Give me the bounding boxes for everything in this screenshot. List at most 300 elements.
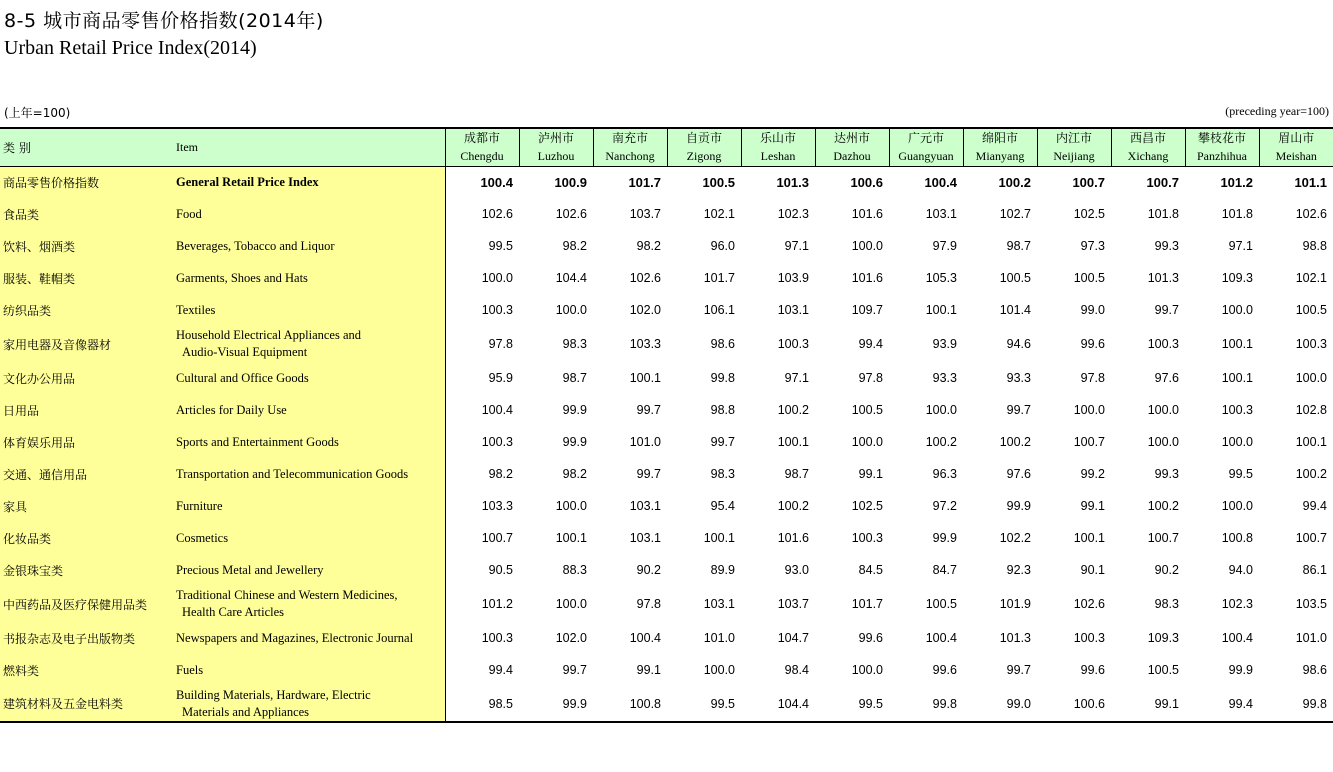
- index-value-cell: 99.6: [932, 663, 957, 677]
- index-value-cell: 96.3: [932, 467, 957, 481]
- index-value-cell: 101.3: [776, 174, 809, 190]
- index-value-cell: 100.3: [777, 337, 809, 351]
- index-value-cell: 99.5: [667, 686, 741, 722]
- city-name-en: Luzhou: [537, 149, 575, 164]
- index-value-cell: 102.6: [555, 207, 587, 221]
- row-item-en: [172, 262, 445, 294]
- index-value-cell: 99.5: [1228, 467, 1253, 481]
- index-value-cell: 94.0: [1228, 563, 1253, 577]
- table-row: [0, 554, 1333, 586]
- index-value-cell: 99.9: [1228, 663, 1253, 677]
- index-value-cell: 109.3: [1221, 271, 1253, 285]
- index-value-cell: 102.6: [481, 207, 513, 221]
- row-category-cn: 商品零售价格指数: [0, 166, 172, 198]
- index-value-cell: 97.8: [636, 597, 661, 611]
- table-row: [0, 166, 1333, 198]
- index-value-cell: 100.3: [481, 631, 513, 645]
- index-value-cell: 102.6: [1295, 207, 1327, 221]
- unit-note-en: (preceding year=100): [1225, 104, 1329, 118]
- index-value-cell: 100.2: [925, 435, 957, 449]
- table-row: [0, 654, 1333, 686]
- city-name-cn: 眉山市: [1278, 131, 1315, 146]
- index-value-cell: 100.1: [1221, 371, 1253, 385]
- page-title-cn: 8-5 城市商品零售价格指数(2014年): [4, 10, 324, 32]
- index-value-cell: 100.8: [593, 686, 667, 722]
- index-value-cell: 100.5: [999, 271, 1031, 285]
- index-value-cell: 106.1: [703, 303, 735, 317]
- index-value-cell: 97.8: [1080, 371, 1105, 385]
- table-row: [0, 262, 1333, 294]
- row-category-cn: 书报杂志及电子出版物类: [0, 622, 172, 654]
- index-value-cell: 100.5: [1295, 303, 1327, 317]
- row-item-line1: Cultural and Office Goods: [176, 370, 309, 385]
- index-value-cell: 100.2: [998, 174, 1031, 190]
- index-value-cell: 100.4: [480, 174, 513, 190]
- row-item-line2: Materials and Appliances: [182, 704, 310, 719]
- index-value-cell: 90.2: [1154, 563, 1179, 577]
- header-city: [815, 128, 889, 166]
- row-category-cn: 纺织品类: [0, 294, 172, 326]
- index-value-cell: 100.2: [999, 435, 1031, 449]
- index-value-cell: 99.6: [1080, 337, 1105, 351]
- index-value-cell: 99.4: [858, 337, 883, 351]
- index-value-cell: 100.1: [1073, 531, 1105, 545]
- row-category-cn: 家用电器及音像器材: [0, 326, 172, 362]
- table-row: [0, 458, 1333, 490]
- row-item-line1: Cosmetics: [176, 530, 229, 545]
- index-value-cell: 93.9: [932, 337, 957, 351]
- row-item-en: [172, 394, 445, 426]
- index-value-cell: 103.1: [925, 207, 957, 221]
- index-value-cell: 100.4: [925, 631, 957, 645]
- index-value-cell: 100.2: [777, 499, 809, 513]
- index-value-cell: 101.6: [777, 531, 809, 545]
- header-city: [1259, 128, 1333, 166]
- row-item-en: [172, 458, 445, 490]
- index-value-cell: 98.7: [1006, 239, 1031, 253]
- index-value-cell: 98.4: [784, 663, 809, 677]
- row-category-cn: 中西药品及医疗保健用品类: [0, 586, 172, 622]
- row-item-line1: Textiles: [176, 302, 216, 317]
- index-value-cell: 103.3: [629, 337, 661, 351]
- index-value-cell: 100.3: [1221, 403, 1253, 417]
- index-value-cell: 97.8: [858, 371, 883, 385]
- index-value-cell: 95.9: [488, 371, 513, 385]
- index-value-cell: 100.1: [629, 371, 661, 385]
- index-value-cell: 99.9: [562, 403, 587, 417]
- city-name-en: Nanchong: [605, 149, 655, 164]
- header-city: [667, 128, 741, 166]
- table-row: [0, 326, 1333, 362]
- price-index-table: [0, 127, 1333, 723]
- index-value-cell: 101.7: [628, 174, 661, 190]
- header-city: [963, 128, 1037, 166]
- row-category-cn: 食品类: [0, 198, 172, 230]
- row-item-line1: Traditional Chinese and Western Medicines,: [176, 588, 398, 602]
- index-value-cell: 100.1: [777, 435, 809, 449]
- row-item-en: [172, 554, 445, 586]
- index-value-cell: 93.3: [932, 371, 957, 385]
- row-item-en: [172, 586, 445, 622]
- index-value-cell: 99.4: [1302, 499, 1327, 513]
- header-city: [741, 128, 815, 166]
- index-value-cell: 100.1: [555, 531, 587, 545]
- index-value-cell: 94.6: [1006, 337, 1031, 351]
- index-value-cell: 98.3: [710, 467, 735, 481]
- page-title-en: Urban Retail Price Index(2014): [4, 37, 257, 59]
- index-value-cell: 102.3: [1221, 597, 1253, 611]
- index-value-cell: 89.9: [710, 563, 735, 577]
- index-value-cell: 88.3: [562, 563, 587, 577]
- index-value-cell: 102.8: [1295, 403, 1327, 417]
- city-name-en: Guangyuan: [898, 149, 954, 164]
- index-value-cell: 99.5: [488, 239, 513, 253]
- header-city: [1037, 128, 1111, 166]
- index-value-cell: 99.7: [1006, 403, 1031, 417]
- index-value-cell: 100.0: [1221, 303, 1253, 317]
- index-value-cell: 102.6: [629, 271, 661, 285]
- index-value-cell: 99.5: [815, 686, 889, 722]
- index-value-cell: 99.2: [1080, 467, 1105, 481]
- row-item-line1: Sports and Entertainment Goods: [176, 434, 339, 449]
- row-item-line1: General Retail Price Index: [176, 174, 319, 189]
- index-value-cell: 101.2: [481, 597, 513, 611]
- index-value-cell: 100.0: [555, 597, 587, 611]
- index-value-cell: 100.0: [851, 239, 883, 253]
- index-value-cell: 100.7: [1146, 174, 1179, 190]
- index-value-cell: 100.0: [851, 435, 883, 449]
- index-value-cell: 98.2: [562, 467, 587, 481]
- index-value-cell: 100.6: [1037, 686, 1111, 722]
- index-value-cell: 100.0: [703, 663, 735, 677]
- index-value-cell: 100.0: [555, 499, 587, 513]
- index-value-cell: 92.3: [1006, 563, 1031, 577]
- index-value-cell: 100.0: [1147, 403, 1179, 417]
- header-row: [0, 128, 1333, 166]
- index-value-cell: 99.7: [1006, 663, 1031, 677]
- city-name-cn: 自贡市: [685, 131, 722, 146]
- city-name-en: Zigong: [686, 149, 722, 164]
- index-value-cell: 99.1: [1111, 686, 1185, 722]
- row-item-en: [172, 326, 445, 362]
- row-item-en: [172, 166, 445, 198]
- header-city: [445, 128, 519, 166]
- row-category-cn: 文化办公用品: [0, 362, 172, 394]
- index-value-cell: 100.0: [1073, 403, 1105, 417]
- table-row: [0, 294, 1333, 326]
- index-value-cell: 102.7: [999, 207, 1031, 221]
- index-value-cell: 103.1: [703, 597, 735, 611]
- index-value-cell: 101.6: [851, 207, 883, 221]
- index-value-cell: 109.3: [1147, 631, 1179, 645]
- index-value-cell: 99.7: [636, 403, 661, 417]
- city-name-cn: 南充市: [611, 131, 648, 146]
- index-value-cell: 97.6: [1006, 467, 1031, 481]
- index-value-cell: 97.9: [932, 239, 957, 253]
- row-item-line1: Transportation and Telecommunication Goods: [176, 466, 409, 481]
- city-name-cn: 内江市: [1055, 131, 1092, 146]
- index-value-cell: 101.3: [1147, 271, 1179, 285]
- index-value-cell: 101.8: [1147, 207, 1179, 221]
- index-value-cell: 100.4: [629, 631, 661, 645]
- index-value-cell: 99.9: [932, 531, 957, 545]
- row-item-line1: Precious Metal and Jewellery: [176, 562, 324, 577]
- row-item-en: [172, 490, 445, 522]
- index-value-cell: 100.7: [1073, 435, 1105, 449]
- table-row: [0, 394, 1333, 426]
- row-category-cn: 金银珠宝类: [0, 554, 172, 586]
- index-value-cell: 100.0: [851, 663, 883, 677]
- index-value-cell: 101.7: [851, 597, 883, 611]
- row-category-cn: 家具: [0, 490, 172, 522]
- unit-note-cn: (上年=100): [4, 106, 71, 120]
- city-name-en: Xichang: [1127, 149, 1169, 164]
- table-body: [0, 166, 1333, 722]
- index-value-cell: 104.4: [741, 686, 815, 722]
- index-value-cell: 98.2: [636, 239, 661, 253]
- index-value-cell: 100.5: [702, 174, 735, 190]
- row-category-cn: 服装、鞋帽类: [0, 262, 172, 294]
- index-value-cell: 97.1: [784, 371, 809, 385]
- row-category-cn: 建筑材料及五金电料类: [0, 686, 172, 722]
- city-name-cn: 乐山市: [759, 131, 796, 146]
- row-item-en: [172, 198, 445, 230]
- row-item-line1: Furniture: [176, 498, 223, 513]
- index-value-cell: 101.2: [1220, 174, 1253, 190]
- index-value-cell: 100.5: [851, 403, 883, 417]
- index-value-cell: 104.7: [777, 631, 809, 645]
- header-city: [593, 128, 667, 166]
- row-item-en: [172, 654, 445, 686]
- index-value-cell: 101.3: [999, 631, 1031, 645]
- index-value-cell: 100.3: [1147, 337, 1179, 351]
- index-value-cell: 98.7: [784, 467, 809, 481]
- index-value-cell: 97.1: [784, 239, 809, 253]
- table-row: [0, 586, 1333, 622]
- index-value-cell: 103.3: [481, 499, 513, 513]
- index-value-cell: 100.8: [1221, 531, 1253, 545]
- row-item-en: [172, 686, 445, 722]
- index-value-cell: 99.6: [1080, 663, 1105, 677]
- index-value-cell: 100.6: [850, 174, 883, 190]
- row-item-en: [172, 522, 445, 554]
- index-value-cell: 96.0: [710, 239, 735, 253]
- index-value-cell: 99.7: [562, 663, 587, 677]
- row-item-line2: Audio-Visual Equipment: [182, 345, 308, 359]
- index-value-cell: 100.1: [703, 531, 735, 545]
- index-value-cell: 100.5: [925, 597, 957, 611]
- index-value-cell: 100.3: [1295, 337, 1327, 351]
- header-city: [1185, 128, 1259, 166]
- index-value-cell: 103.1: [777, 303, 809, 317]
- index-value-cell: 90.2: [636, 563, 661, 577]
- index-value-cell: 99.7: [1154, 303, 1179, 317]
- index-value-cell: 100.3: [851, 531, 883, 545]
- row-item-en: [172, 362, 445, 394]
- index-value-cell: 84.7: [932, 563, 957, 577]
- row-item-line1: Newspapers and Magazines, Electronic Journal: [176, 630, 414, 645]
- index-value-cell: 100.4: [1221, 631, 1253, 645]
- city-name-cn: 成都市: [463, 131, 500, 146]
- city-name-cn: 广元市: [907, 131, 944, 146]
- index-value-cell: 99.3: [1154, 239, 1179, 253]
- index-value-cell: 102.0: [629, 303, 661, 317]
- index-value-cell: 100.1: [1221, 337, 1253, 351]
- index-value-cell: 100.0: [925, 403, 957, 417]
- index-value-cell: 84.5: [858, 563, 883, 577]
- header-city: [1111, 128, 1185, 166]
- table-row: [0, 362, 1333, 394]
- index-value-cell: 97.8: [488, 337, 513, 351]
- city-name-en: Panzhihua: [1197, 149, 1247, 164]
- index-value-cell: 100.5: [1073, 271, 1105, 285]
- index-value-cell: 97.3: [1080, 239, 1105, 253]
- index-value-cell: 98.6: [710, 337, 735, 351]
- header-item: Item: [172, 128, 445, 166]
- index-value-cell: 100.1: [925, 303, 957, 317]
- index-value-cell: 100.0: [481, 271, 513, 285]
- index-value-cell: 109.7: [851, 303, 883, 317]
- index-value-cell: 93.0: [784, 563, 809, 577]
- header-category: 类 别: [0, 128, 172, 166]
- city-name-cn: 绵阳市: [981, 131, 1018, 146]
- city-name-cn: 西昌市: [1129, 131, 1166, 146]
- index-value-cell: 90.1: [1080, 563, 1105, 577]
- header-city: [889, 128, 963, 166]
- index-value-cell: 100.7: [1147, 531, 1179, 545]
- row-item-line1: Fuels: [176, 662, 204, 677]
- index-value-cell: 100.7: [481, 531, 513, 545]
- city-name-cn: 泸州市: [537, 131, 574, 146]
- index-value-cell: 100.4: [481, 403, 513, 417]
- table-row: [0, 490, 1333, 522]
- row-item-en: [172, 294, 445, 326]
- index-value-cell: 102.3: [777, 207, 809, 221]
- city-name-en: Meishan: [1275, 149, 1317, 164]
- index-value-cell: 100.7: [1072, 174, 1105, 190]
- index-value-cell: 101.8: [1221, 207, 1253, 221]
- index-value-cell: 99.4: [1185, 686, 1259, 722]
- index-value-cell: 93.3: [1006, 371, 1031, 385]
- city-name-en: Dazhou: [833, 149, 871, 164]
- row-category-cn: 交通、通信用品: [0, 458, 172, 490]
- row-item-line1: Building Materials, Hardware, Electric: [176, 687, 371, 702]
- index-value-cell: 103.1: [629, 499, 661, 513]
- index-value-cell: 100.0: [555, 303, 587, 317]
- index-value-cell: 99.1: [858, 467, 883, 481]
- index-value-cell: 101.9: [999, 597, 1031, 611]
- index-value-cell: 102.5: [1073, 207, 1105, 221]
- index-value-cell: 100.3: [1073, 631, 1105, 645]
- index-value-cell: 99.1: [1080, 499, 1105, 513]
- index-value-cell: 97.1: [1228, 239, 1253, 253]
- index-value-cell: 98.8: [1302, 239, 1327, 253]
- row-category-cn: 日用品: [0, 394, 172, 426]
- index-value-cell: 98.5: [445, 686, 519, 722]
- index-value-cell: 102.6: [1073, 597, 1105, 611]
- table-row: [0, 522, 1333, 554]
- index-value-cell: 98.6: [1302, 663, 1327, 677]
- index-value-cell: 105.3: [925, 271, 957, 285]
- index-value-cell: 101.7: [703, 271, 735, 285]
- row-item-en: [172, 622, 445, 654]
- index-value-cell: 100.3: [481, 435, 513, 449]
- index-value-cell: 100.1: [1295, 435, 1327, 449]
- row-item-en: [172, 426, 445, 458]
- index-value-cell: 99.8: [1259, 686, 1333, 722]
- index-value-cell: 104.4: [555, 271, 587, 285]
- row-item-en: [172, 230, 445, 262]
- index-value-cell: 101.0: [1295, 631, 1327, 645]
- index-value-cell: 103.7: [629, 207, 661, 221]
- index-value-cell: 100.3: [481, 303, 513, 317]
- row-category-cn: 饮料、烟酒类: [0, 230, 172, 262]
- row-category-cn: 体育娱乐用品: [0, 426, 172, 458]
- index-value-cell: 100.2: [1295, 467, 1327, 481]
- index-value-cell: 98.7: [562, 371, 587, 385]
- index-value-cell: 100.5: [1147, 663, 1179, 677]
- table-row: [0, 622, 1333, 654]
- index-value-cell: 98.2: [488, 467, 513, 481]
- index-value-cell: 99.0: [1080, 303, 1105, 317]
- index-value-cell: 99.9: [562, 435, 587, 449]
- index-value-cell: 99.0: [963, 686, 1037, 722]
- city-name-cn: 达州市: [833, 131, 870, 146]
- city-name-en: Mianyang: [975, 149, 1025, 164]
- row-item-line1: Garments, Shoes and Hats: [176, 270, 308, 285]
- index-value-cell: 98.8: [710, 403, 735, 417]
- index-value-cell: 102.2: [999, 531, 1031, 545]
- index-value-cell: 101.0: [629, 435, 661, 449]
- index-value-cell: 99.9: [1006, 499, 1031, 513]
- index-value-cell: 102.0: [555, 631, 587, 645]
- row-item-line1: Food: [176, 206, 202, 221]
- index-value-cell: 100.7: [1295, 531, 1327, 545]
- index-value-cell: 102.5: [851, 499, 883, 513]
- index-value-cell: 99.3: [1154, 467, 1179, 481]
- table-row: [0, 426, 1333, 458]
- index-value-cell: 101.0: [703, 631, 735, 645]
- index-value-cell: 103.1: [629, 531, 661, 545]
- index-value-cell: 99.1: [636, 663, 661, 677]
- index-value-cell: 86.1: [1302, 563, 1327, 577]
- index-value-cell: 95.4: [710, 499, 735, 513]
- index-value-cell: 99.6: [858, 631, 883, 645]
- table-row: [0, 686, 1333, 722]
- index-value-cell: 99.8: [710, 371, 735, 385]
- index-value-cell: 100.0: [1147, 435, 1179, 449]
- table-row: [0, 198, 1333, 230]
- index-value-cell: 102.1: [703, 207, 735, 221]
- table-row: [0, 230, 1333, 262]
- index-value-cell: 103.5: [1295, 597, 1327, 611]
- index-value-cell: 99.8: [889, 686, 963, 722]
- index-value-cell: 100.2: [777, 403, 809, 417]
- row-item-line2: Health Care Articles: [182, 605, 285, 619]
- index-value-cell: 100.0: [1295, 371, 1327, 385]
- index-value-cell: 103.7: [777, 597, 809, 611]
- city-name-en: Chengdu: [460, 149, 504, 164]
- index-value-cell: 101.1: [1294, 174, 1327, 190]
- header-city: [519, 128, 593, 166]
- row-item-line1: Beverages, Tobacco and Liquor: [176, 238, 335, 253]
- city-name-en: Neijiang: [1053, 149, 1095, 164]
- index-value-cell: 99.7: [636, 467, 661, 481]
- row-item-line1: Articles for Daily Use: [176, 402, 287, 417]
- index-value-cell: 102.1: [1295, 271, 1327, 285]
- index-value-cell: 100.9: [554, 174, 587, 190]
- index-value-cell: 103.9: [777, 271, 809, 285]
